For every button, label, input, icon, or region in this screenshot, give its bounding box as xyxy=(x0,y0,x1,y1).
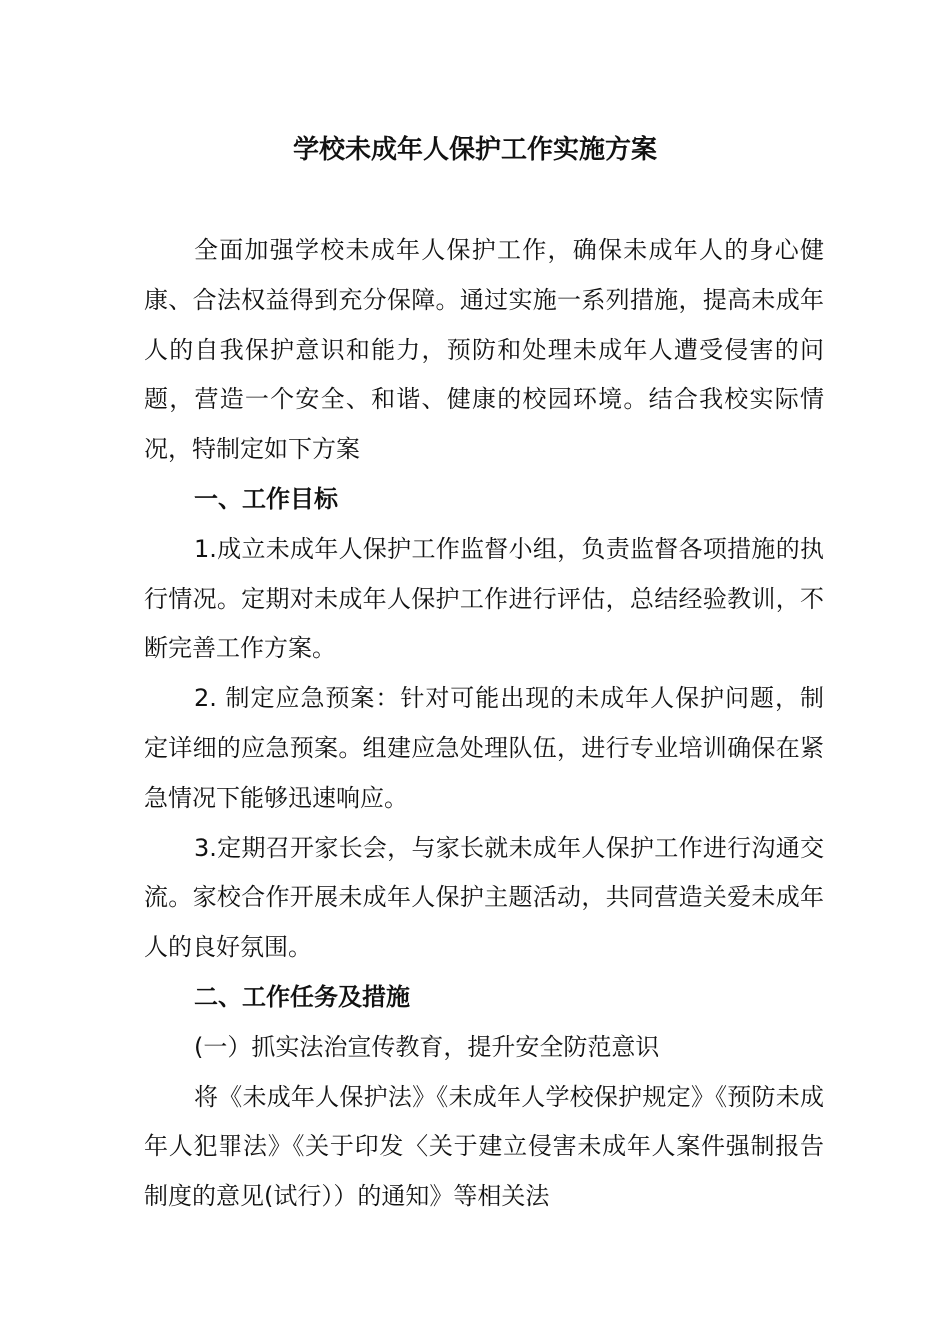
intro-paragraph: 全面加强学校未成年人保护工作，确保未成年人的身心健康、合法权益得到充分保障。通过实施一系列措施，提高未成年人的自我保护意识和能力，预防和处理未成年人遭受侵害的问题，营造一个安全、和谐、健康的校园环境。结合我校实际情况，特制定如下方案 xyxy=(144,236,824,464)
goal-item-2: 2. 制定应急预案：针对可能出现的未成年人保护问题，制定详细的应急预案。组建应急处理队伍，进行专业培训确保在紧急情况下能够迅速响应。 xyxy=(144,684,824,812)
task-paragraph-1: 将《未成年人保护法》《未成年人学校保护规定》《预防未成年人犯罪法》《关于印发〈关于建立侵害未成年人案件强制报告制度的意见(试行））的通知》等相关法 xyxy=(144,1082,824,1211)
section-heading-tasks: 二、工作任务及措施 xyxy=(194,982,410,1011)
task-subheading-1: (一）抓实法治宣传教育，提升安全防范意识 xyxy=(194,1032,660,1061)
goal-item-1: 1.成立未成年人保护工作监督小组，负责监督各项措施的执行情况。定期对未成年人保护工作进行评估，总结经验教训，不断完善工作方案。 xyxy=(144,534,824,663)
goal-item-3: 3.定期召开家长会，与家长就未成年人保护工作进行沟通交流。家校合作开展未成年人保护主题活动，共同营造关爱未成年人的良好氛围。 xyxy=(144,833,824,962)
document-title: 学校未成年人保护工作实施方案 xyxy=(292,135,657,165)
document-body xyxy=(144,226,824,1222)
section-heading-goals: 一、工作目标 xyxy=(194,484,338,513)
